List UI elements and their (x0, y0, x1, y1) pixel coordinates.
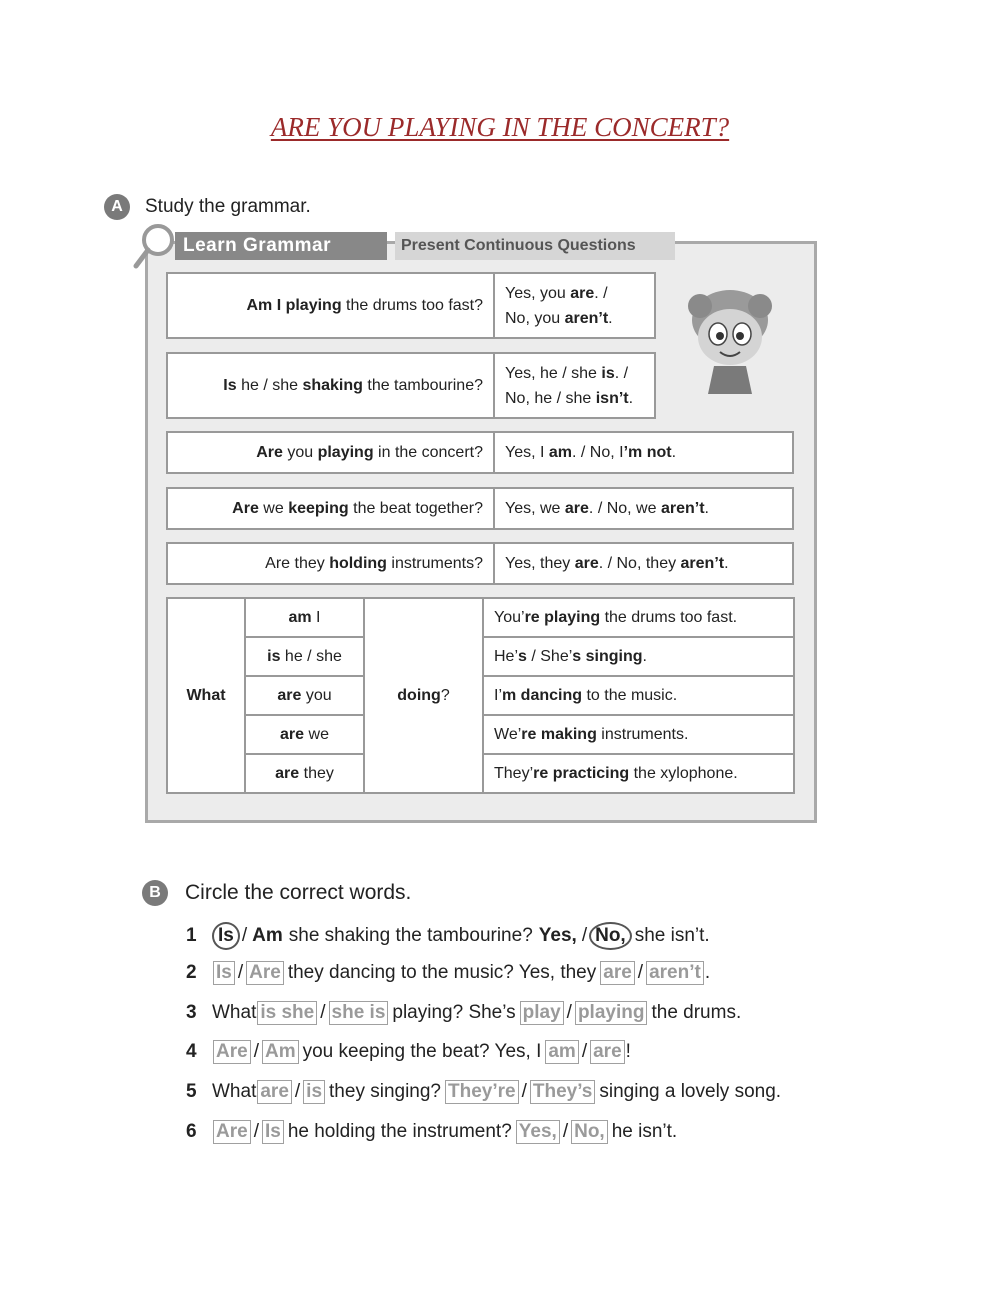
ans-text: to the music. (582, 686, 678, 704)
a-bold: aren’t (680, 555, 725, 572)
a-text: . / No, we (588, 500, 661, 517)
what-doing-table (166, 597, 795, 794)
option-box[interactable]: playing (575, 1001, 648, 1025)
exercise-text: playing? She’s (392, 1002, 516, 1023)
ans-text: instruments. (596, 725, 689, 743)
answer-cell (483, 598, 794, 637)
exercise-number: 1 (186, 925, 197, 946)
q-text: you (282, 443, 318, 461)
question (168, 544, 495, 583)
exercise-2: 2 Is / Are they dancing to the music? Yes, they are / aren’t . (186, 962, 711, 983)
exercise-text: he isn’t. (611, 1121, 678, 1142)
a-text: Yes, they (505, 555, 575, 572)
answer (495, 274, 613, 337)
option-box[interactable]: she is (329, 1001, 389, 1025)
learn-grammar-subtitle: Present Continuous Questions (395, 232, 675, 260)
option-box[interactable]: They’s (530, 1080, 596, 1104)
subject-cell (245, 754, 364, 793)
ans-bold: s (518, 647, 527, 665)
a-text: . (704, 500, 709, 517)
magnifier-icon (132, 222, 176, 274)
q-bold: holding (329, 554, 387, 572)
option-box[interactable]: Am (262, 1040, 299, 1064)
q-text: the tambourine? (362, 376, 483, 394)
a-text: . (671, 444, 677, 461)
a-text: No, he / she (505, 389, 596, 407)
a-text: . / No, I (572, 444, 624, 461)
q-bold: Are (256, 443, 283, 461)
doing-text: ? (440, 686, 450, 704)
a-text: Yes, we (505, 500, 565, 517)
a-bold: aren’t (660, 500, 705, 517)
qa-row-5 (166, 542, 794, 585)
a-bold: ’m not (623, 444, 672, 461)
a-text: Yes, I (505, 444, 549, 461)
exercise-number: 6 (186, 1121, 197, 1142)
q-bold: Am I playing (246, 296, 342, 314)
sub-bold: is (267, 647, 281, 665)
answer (495, 489, 709, 528)
q-bold: playing (317, 443, 374, 461)
a-text: . / No, they (598, 555, 681, 572)
doing-cell (364, 598, 483, 793)
page-title: ARE YOU PLAYING IN THE CONCERT? (270, 112, 730, 142)
sub-bold: are (277, 686, 302, 704)
exercise-text: he holding the instrument? (287, 1121, 512, 1142)
learn-grammar-tab: Learn Grammar (175, 232, 387, 260)
option-box[interactable]: Is (262, 1120, 284, 1144)
exercise-text: What (212, 1002, 257, 1023)
sub-text: I (311, 608, 321, 626)
a-text: Yes, he / she (505, 364, 602, 382)
option-box[interactable]: Is (213, 961, 235, 985)
subject-cell (245, 715, 364, 754)
q-bold: shaking (302, 376, 363, 394)
a-text: . / (614, 364, 629, 382)
q-text: the drums too fast? (341, 296, 483, 314)
exercise-6: 6 Are / Is he holding the instrument? Yes, / No, he isn’t. (186, 1121, 678, 1142)
option-box[interactable]: Yes, (516, 1120, 560, 1144)
answer-cell (483, 715, 794, 754)
option-circled[interactable]: No, (589, 922, 632, 950)
sub-text: they (299, 764, 334, 782)
exercise-text: they dancing to the music? Yes, they (287, 962, 597, 983)
ans-text: the drums too fast. (600, 608, 738, 626)
q-bold: keeping (288, 499, 349, 517)
answer-cell (483, 754, 794, 793)
option-box[interactable]: is (303, 1080, 325, 1104)
subject-cell (245, 598, 364, 637)
q-text: Are they (265, 554, 330, 572)
q-text: we (258, 499, 289, 517)
exercise-number: 5 (186, 1081, 197, 1102)
qa-row-1 (166, 272, 656, 339)
option-box[interactable]: is she (257, 1001, 317, 1025)
a-bold: are (570, 284, 595, 302)
ans-text: You’ (494, 608, 525, 626)
question (168, 433, 495, 472)
q-bold: Are (232, 499, 259, 517)
ans-bold: re making (521, 725, 597, 743)
sub-bold: am (288, 608, 312, 626)
question (168, 354, 495, 417)
ans-text: / She’ (526, 647, 573, 665)
sub-text: we (304, 725, 329, 743)
a-bold: isn’t (595, 389, 629, 407)
qa-row-4 (166, 487, 794, 530)
ans-bold: re practicing (533, 764, 630, 782)
option-box[interactable]: No, (571, 1120, 608, 1144)
exercise-text: you keeping the beat? Yes, I (302, 1041, 542, 1062)
q-text: in the concert? (373, 443, 483, 461)
subject-cell (245, 637, 364, 676)
option-box[interactable]: aren’t (646, 961, 704, 985)
exercise-4: 4 Are / Am you keeping the beat? Yes, I am / are ! (186, 1041, 631, 1062)
section-a-badge: A (104, 194, 130, 220)
question (168, 489, 495, 528)
ans-text: He’ (494, 647, 519, 665)
qa-row-2 (166, 352, 656, 419)
a-text: . (628, 389, 634, 407)
a-text: No, you (505, 309, 565, 327)
ans-text: We’ (494, 725, 522, 743)
exercise-3: 3 What is she / she is playing? She’s play / playing the drums. (186, 1002, 742, 1023)
a-bold: aren’t (564, 309, 609, 327)
option[interactable]: Yes, (538, 925, 577, 946)
a-bold: are (564, 500, 589, 517)
exercise-text: they singing? (329, 1081, 441, 1102)
exercise-number: 2 (186, 962, 197, 983)
girl-character-illustration (680, 282, 780, 397)
option-circled[interactable]: Is (212, 922, 240, 950)
qa-row-3 (166, 431, 794, 474)
ans-text: I’ (494, 686, 502, 704)
exercise-text: the drums. (651, 1002, 742, 1023)
question (168, 274, 495, 337)
ans-bold: m dancing (502, 686, 583, 704)
a-text: . / (594, 284, 608, 302)
option-box[interactable]: are (600, 961, 635, 985)
exercise-1: 1 Is / Am she shaking the tambourine? Yes, / No, she isn’t. (186, 922, 713, 950)
section-b-badge: B (142, 880, 168, 906)
answer (495, 544, 729, 583)
option-box[interactable]: am (545, 1040, 578, 1064)
exercise-text: . (704, 962, 711, 983)
exercise-text: she isn’t. (634, 925, 710, 946)
option-box[interactable]: are (257, 1080, 292, 1104)
a-text: . (724, 555, 729, 572)
q-text: the beat together? (348, 499, 483, 517)
sub-bold: are (280, 725, 305, 743)
answer-cell (483, 637, 794, 676)
exercise-text: she shaking the tambourine? (288, 925, 533, 946)
option-box[interactable]: Are (213, 1040, 251, 1064)
q-text: instruments? (386, 554, 483, 572)
ans-bold: s singing (572, 647, 643, 665)
option[interactable]: Am (252, 925, 283, 946)
exercise-number: 4 (186, 1041, 197, 1062)
section-b-instruction: Circle the correct words. (185, 881, 412, 904)
section-a-instruction: Study the grammar. (145, 196, 311, 217)
doing-bold: doing (397, 686, 441, 704)
ans-bold: re playing (524, 608, 601, 626)
option-box[interactable]: They’re (445, 1080, 519, 1104)
a-bold: am (548, 444, 573, 461)
a-bold: is (601, 364, 615, 382)
answer (495, 433, 676, 472)
table-row (167, 598, 794, 637)
what-cell: What (167, 598, 245, 793)
option-box[interactable]: play (520, 1001, 564, 1025)
a-text: Yes, you (505, 284, 571, 302)
a-bold: are (574, 555, 599, 572)
ans-text: They’ (494, 764, 534, 782)
sub-text: you (301, 686, 332, 704)
subject-cell (245, 676, 364, 715)
answer (495, 354, 633, 417)
sub-text: he / she (280, 647, 342, 665)
ans-text: the xylophone. (629, 764, 738, 782)
ans-text: . (642, 647, 647, 665)
sub-bold: are (275, 764, 300, 782)
option-box[interactable]: Are (213, 1120, 251, 1144)
exercise-text: What (212, 1081, 257, 1102)
q-bold: Is (223, 376, 237, 394)
exercise-5: 5 What are / is they singing? They’re / They’s singing a lovely song. (186, 1081, 782, 1102)
q-text: he / she (236, 376, 303, 394)
a-text: . (608, 309, 613, 327)
exercise-text: ! (625, 1041, 631, 1062)
option-box[interactable]: Are (246, 961, 284, 985)
answer-cell (483, 676, 794, 715)
exercise-text: singing a lovely song. (599, 1081, 782, 1102)
exercise-number: 3 (186, 1002, 197, 1023)
option-box[interactable]: are (590, 1040, 625, 1064)
